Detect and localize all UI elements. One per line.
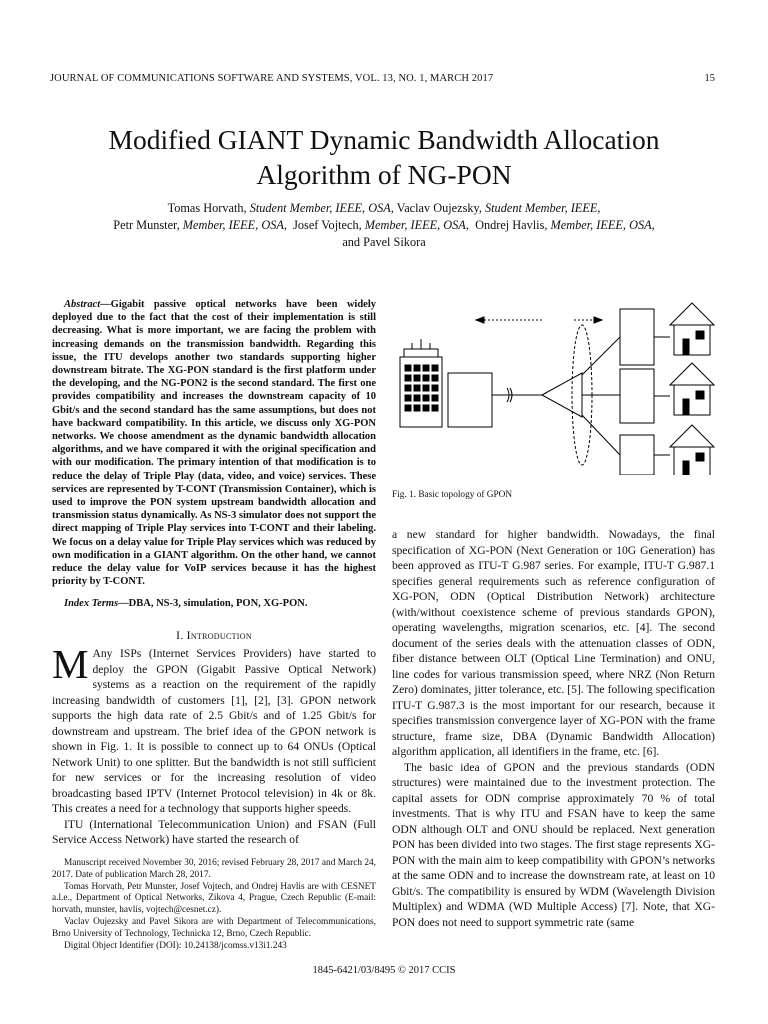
abstract-label: Abstract (64, 299, 101, 310)
figure-gpon-topology (392, 295, 722, 475)
title-line-2: Algorithm of NG-PON (256, 159, 512, 190)
author-name: and Pavel Sikora (342, 235, 426, 249)
drop-cap: M (52, 641, 89, 687)
house-icon (670, 425, 714, 475)
right-paragraph-1: a new standard for higher bandwidth. Nowadays, the final specification of XG-PON (Next Generation or 10G Generation) has been approved as ITU-T G.987 series. For example, ITU-T G.987.1 specifies general requirements such as reference configuration of XG-PON, ODN (Optical Distribution Network) architecture (with/without coexistence scheme of previous standards GPON), operating wavelengths, migration scenarios, etc. [4]. The second document of the series deals with the attenuation classes of ODN, fiber distance between OLT (Optical Line Termination) and ONU, line codes for various transmission speed, where NRZ (Non Return Zero) dominates, jitter tolerance, etc. [5]. The following specification ITU-T G.987.3 is the most important for our research, because it specifies transmission convergence layer of XG-PON with the frame structure, frame size, DBA (Dynamic Bandwidth Allocation) algorithm application, all identifiers in the frame, etc. [6]. (392, 528, 715, 758)
footnotes (52, 858, 376, 952)
footnote: Manuscript received November 30, 2016; revised February 28, 2017 and March 24, 2017. Date of publication March 28, 2017. (52, 858, 376, 880)
section-title: Introduction (186, 629, 252, 642)
section-number: I. (176, 629, 184, 642)
gpon-topology-diagram (392, 295, 722, 475)
introduction-body (52, 641, 376, 848)
right-column-body (392, 527, 715, 930)
author-affiliation: Member, IEEE, OSA, (361, 218, 469, 232)
house-icon (670, 363, 714, 415)
figure-caption: Fig. 1. Basic topology of GPON (392, 490, 513, 500)
paper-title (0, 122, 768, 192)
onu-box-icon (620, 435, 654, 475)
index-terms (52, 597, 376, 610)
author-line-3 (40, 234, 728, 251)
author-name: Petr Munster, (113, 218, 180, 232)
intro-paragraph-2: ITU (International Telecommunication Union) and FSAN (Full Service Access Network) have started the research of (52, 817, 376, 846)
abstract (52, 298, 376, 588)
onu-box-icon (620, 369, 654, 423)
author-line-2 (40, 217, 728, 234)
author-affiliation: Student Member, IEEE, (481, 201, 601, 215)
abstract-text: —Gigabit passive optical networks have been widely deployed due to the fact that the cost of their implementation is still decreasing. What is more important, we are facing the problem with increasing demands on the transmission bandwidth. Regarding this issue, the ITU develops another two standards supporting higher downstream bitrate. The XG-PON standard is the first platform under the developing, and the NG-PON2 is the second standard. The first one provides compatibility and increases the downstream capacity of 10 Gbit/s and the second standard has the same assumptions, but does not have backward compatibility. In this article, we discuss only XG-PON networks. We choose amendment as the dynamic bandwidth allocation algorithms, and we have compared it with the original specification and with our modification. The primary intention of that modification is to reduce the delay of Triple Play (data, video, and voice) services. These services are represented by T-CONT (Transmission Container), which is used to improve the PON system upstream bandwidth allocation and transmission status dynamically. As NS-3 simulator does not support the direct mapping of Triple Play services into T-CONT and their labeling. We focus on a delay value for Triple Play services which was reduced by own modification in a GIANT algorithm. On the other hand, we cannot reduce the delay value for VoIP services because it has the highest priority by T-CONT. (52, 299, 376, 588)
index-terms-label: Index Terms (64, 598, 119, 609)
author-affiliation: Member, IEEE, OSA, (179, 218, 287, 232)
author-name: Ondrej Havlis, (475, 218, 548, 232)
author-affiliation: Member, IEEE, OSA, (547, 218, 655, 232)
intro-paragraph-1 (52, 641, 376, 817)
intro-paragraph-1-text: Any ISPs (Internet Services Providers) have started to deploy the GPON (Gigabit Passive Optical Network) systems as a reaction on the requirement of the rapidly increasing bandwidth of customers [1], [2], [3]. GPON network supports the high data rate of 2.5 Gbit/s and of 1.25 Gbit/s for downstream and upstream. The brief idea of the GPON network is shown in Fig. 1. It is possible to connect up to 64 ONUs (Optical Network Unit) to one splitter. But the bandwidth is not still sufficient for new services or for the increasing resolution of video broadcasting based IPTV (Internet Protocol television) in 4k or 8k. This creates a need for a technology that supports higher speeds. (52, 647, 376, 815)
olt-box-icon (448, 373, 492, 427)
footnote: Vaclav Oujezsky and Pavel Sikora are with Department of Telecommunications, Brno University of Technology, Technicka 12, Brno, Czech Republic. (52, 916, 376, 939)
author-affiliation: Student Member, IEEE, OSA, (246, 201, 394, 215)
author-name: Vaclav Oujezsky, (396, 201, 482, 215)
copyright-footer: 1845-6421/03/8495 © 2017 CCIS (312, 965, 456, 976)
author-list (40, 200, 728, 251)
title-line-1: Modified GIANT Dynamic Bandwidth Allocation (108, 124, 660, 155)
bidirectional-arrow-icon (476, 317, 602, 323)
section-heading (52, 629, 376, 642)
page-number: 15 (704, 73, 715, 84)
author-name: Tomas Horvath, (167, 201, 247, 215)
optical-splitter-icon (492, 325, 620, 465)
running-header-journal: JOURNAL OF COMMUNICATIONS SOFTWARE AND SYSTEMS, VOL. 13, NO. 1, MARCH 2017 (50, 73, 494, 84)
central-office-building-icon (400, 339, 442, 427)
onu-box-icon (620, 309, 654, 365)
right-paragraph-2: The basic idea of GPON and the previous standards (ODN structures) were maintained due to the investment protection. The capital assets for ODN comprise approximately 70 % of total investments. That is why ITU and FSAN have to keep the same ODN although OLT and ONU should be replaced. Next generation PON has been divided into two stages. The first stage represents XG-PON with the main aim to keep compatibility with GPON’s networks at the same ODN and to increase the downstream rate, at least on 10 Gbit/s. The compatibility is ensured by WDM (Wavelength Division Multiplex) and WDMA (WD Multiple Access) [7]. Note, that XG-PON does not need to support symmetric rate (same (392, 760, 715, 929)
index-terms-text: —DBA, NS-3, simulation, PON, XG-PON. (118, 598, 308, 609)
author-name: Josef Vojtech, (293, 218, 362, 232)
author-line-1 (40, 200, 728, 217)
footnote: Digital Object Identifier (DOI): 10.24138/jcomss.v13i1.243 (64, 940, 287, 951)
house-icon (670, 303, 714, 355)
footnote: Tomas Horvath, Petr Munster, Josef Vojtech, and Ondrej Havlis are with CESNET a.l.e., Department of Optical Networks, Zikova 4, Prague, Czech Republic (E-mail: horvath, munster, havlis, vojtech@cesnet.cz). (52, 881, 376, 916)
